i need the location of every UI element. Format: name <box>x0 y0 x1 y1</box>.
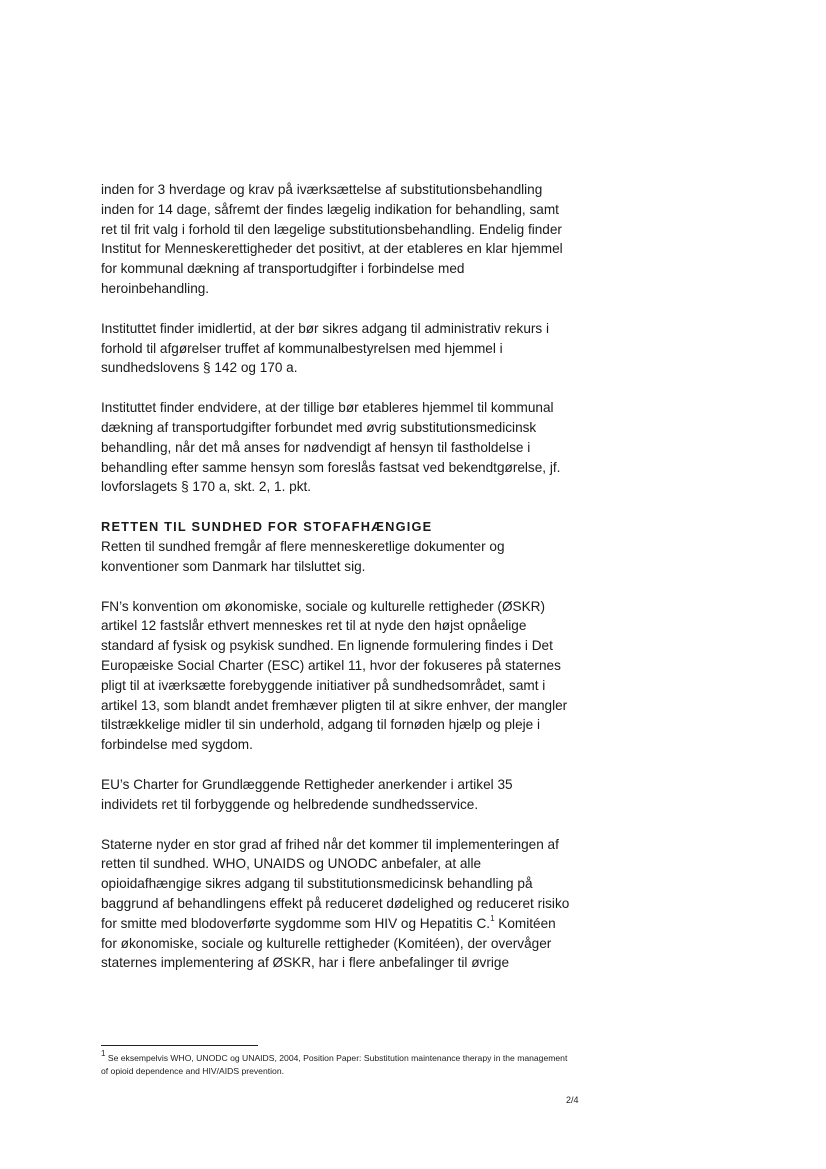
paragraph-1: inden for 3 hverdage og krav på iværksættelse af substitutionsbehandling inden for 14 dage, såfremt der findes lægelig indikation for behandling, samt ret til frit valg i forhold til den lægelige substitutionsbehandling. Endelig finder Institut for Menneskerettigheder det positivt, at der etableres en klar hjemmel for kommunal dækning af transportudgifter i forbindelse med heroinbehandling. <box>101 182 563 296</box>
paragraph-3: Instituttet finder endvidere, at der tillige bør etableres hjemmel til kommunal dækning af transportudgifter forbundet med øvrig substitutionsmedicinsk behandling, når det må anses for nødvendigt af hensyn til fastholdelse i behandling efter samme hensyn som foreslås fastsat ved bekendtgørelse, jf. lovforslagets § 170 a, skt. 2, 1. pkt. <box>101 400 561 495</box>
paragraph-2: Instituttet finder imidlertid, at der bør sikres adgang til administrativ rekurs i forhold til afgørelser truffet af kommunalbestyrelsen med hjemmel i sundhedslovens § 142 og 170 a. <box>101 320 550 376</box>
paragraph-6: EU’s Charter for Grundlæggende Rettigheder anerkender i artikel 35 individets ret til forbyggende og helbredende sundhedsservice. <box>101 776 513 812</box>
page-number: 2/4 <box>566 1095 579 1105</box>
footnote-marker: 1 <box>101 1049 106 1059</box>
paragraph-5: FN’s konvention om økonomiske, sociale og kulturelle rettigheder (ØSKR) artikel 12 fastslår ethvert menneskes ret til at nyde den højst opnåelige standard af fysisk og psykisk sundhed. En lignende formulering findes i Det Europæiske Social Charter (ESC) artikel 11, hvor der fokuseres på staternes pligt til at iværksætte forebyggende initiativer på sundhedsområdet, samt i artikel 13, som blandt andet fremhæver pligten til at sikre enhver, der mangler tilstrækkelige midler til sin underhold, adgang til fornøden hjælp og pleje i forbindelse med sygdom. <box>101 598 568 753</box>
footnote-separator <box>101 1045 258 1046</box>
paragraph-7-part-b: Komitéen for økonomiske, sociale og kulturelle rettigheder (Komitéen), der overvåger staternes implementering af ØSKR, har i flere anbefalinger til øvrige <box>101 915 556 971</box>
paragraph-7-part-a: Staterne nyder en stor grad af frihed når det kommer til implementeringen af retten til sundhed. WHO, UNAIDS og UNODC anbefaler, at alle opioidafhængige sikres adgang til substitutionsmedicinsk behandling på baggrund af behandlingens effekt på reduceret dødelighed og reduceret risiko for smitte med blodoverførte sygdomme som HIV og Hepatitis C. <box>101 836 570 931</box>
section-heading: RETTEN TIL SUNDHED FOR STOFAFHÆNGIGE <box>101 519 433 535</box>
footnote-reference[interactable]: 1 <box>490 914 495 924</box>
footnote-text: Se eksempelvis WHO, UNODC og UNAIDS, 2004, Position Paper: Substitution maintenance therapy in the management of opioid dependence and HIV/AIDS prevention. <box>101 1053 568 1076</box>
body-text <box>101 180 571 993</box>
footnote <box>101 1049 571 1077</box>
paragraph-4: Retten til sundhed fremgår af flere menneskeretlige dokumenter og konventioner som Danmark har tilsluttet sig. <box>101 538 505 574</box>
paragraph-7 <box>101 835 571 974</box>
